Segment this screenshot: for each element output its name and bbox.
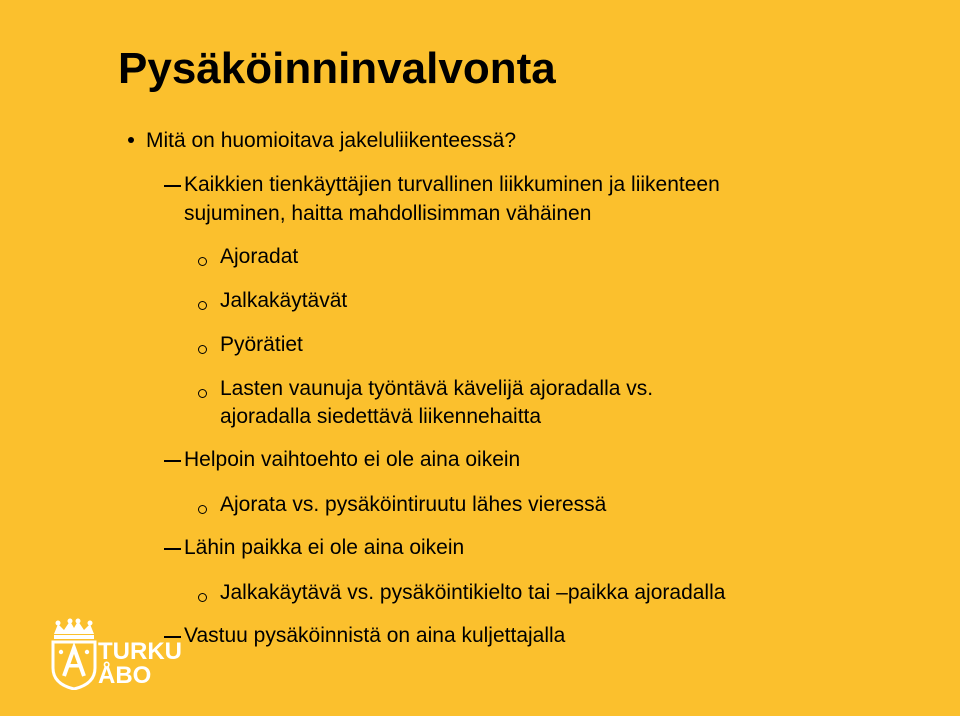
dash-text-continued: sujuminen, haitta mahdollisimman vähäinen (184, 202, 592, 225)
sub-bullet-text: Jalkakäytävä vs. pysäköintikielto tai –paikka ajoradalla (220, 581, 726, 604)
logo-text-abo: ÅBO (98, 662, 152, 689)
slide-title: Pysäköinninvalvonta (118, 44, 556, 93)
circle-bullet-icon (198, 593, 207, 602)
sub-bullet-text-continued: ajoradalla siedettävä liikennehaitta (220, 405, 542, 428)
dash-icon (164, 548, 181, 550)
bullet-text: Mitä on huomioitava jakeluliikenteessä? (146, 129, 517, 152)
circle-bullet-icon (198, 301, 207, 310)
circle-bullet-icon (198, 389, 207, 398)
coat-of-arms-icon (50, 618, 98, 690)
dash-text: Kaikkien tienkäyttäjien turvallinen liikkuminen ja liikenteen (184, 173, 720, 196)
sub-bullet-text: Pyörätiet (220, 333, 303, 356)
circle-bullet-icon (198, 505, 207, 514)
bullet-icon (128, 137, 134, 143)
circle-bullet-icon (198, 257, 207, 266)
sub-bullet-text: Ajoradat (220, 245, 299, 268)
dash-text: Vastuu pysäköinnistä on aina kuljettajalla (184, 624, 566, 647)
circle-bullet-icon (198, 345, 207, 354)
sub-bullet-text: Lasten vaunuja työntävä kävelijä ajoradalla vs. (220, 377, 654, 400)
sub-bullet-text: Jalkakäytävät (220, 289, 348, 312)
sub-bullet-text: Ajorata vs. pysäköintiruutu lähes vieressä (220, 493, 607, 516)
logo-text-turku: TURKU (98, 638, 182, 665)
dash-icon (164, 185, 181, 187)
dash-icon (164, 460, 181, 462)
dash-text: Helpoin vaihtoehto ei ole aina oikein (184, 448, 521, 471)
turku-abo-logo (50, 618, 186, 690)
dash-text: Lähin paikka ei ole aina oikein (184, 536, 465, 559)
